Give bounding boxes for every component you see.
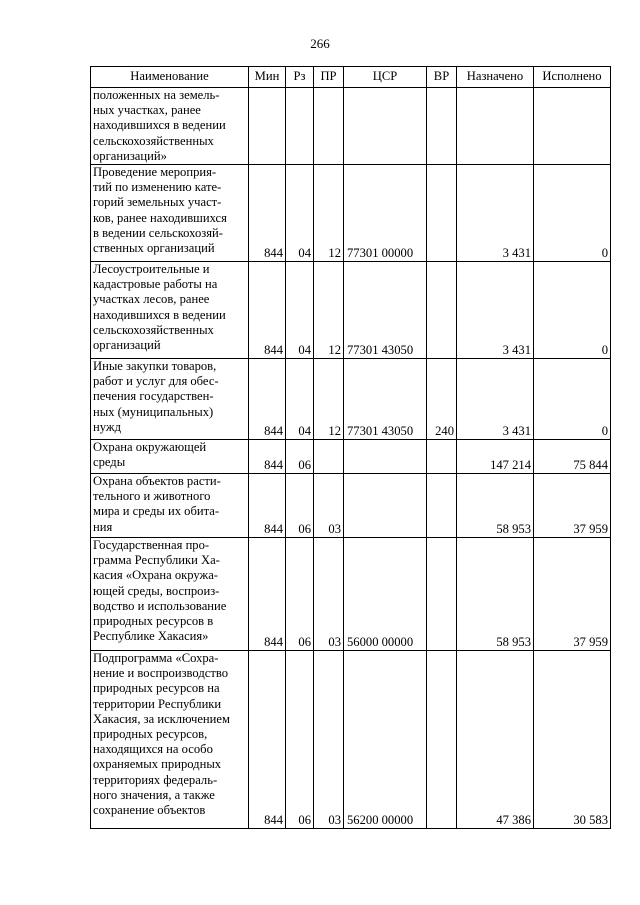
row-csr: 56200 00000: [344, 651, 427, 829]
row-min: 844: [249, 359, 286, 440]
row-csr: [344, 88, 427, 165]
table-row: [91, 359, 611, 440]
row-executed: [534, 88, 611, 165]
row-assigned: 3 431: [457, 262, 534, 359]
row-pr: 12: [314, 165, 344, 262]
row-assigned: 3 431: [457, 165, 534, 262]
row-pr: 12: [314, 359, 344, 440]
row-executed: 37 959: [534, 538, 611, 651]
row-pr: 03: [314, 538, 344, 651]
row-rz: 06: [286, 651, 314, 829]
row-csr: 56000 00000: [344, 538, 427, 651]
row-assigned: 58 953: [457, 474, 534, 538]
row-rz: 04: [286, 359, 314, 440]
header-rz: Рз: [286, 67, 314, 88]
row-rz: 04: [286, 262, 314, 359]
table-row: [91, 651, 611, 829]
row-rz: 06: [286, 474, 314, 538]
row-assigned: 58 953: [457, 538, 534, 651]
row-rz: 06: [286, 538, 314, 651]
budget-table: [90, 66, 611, 829]
row-rz: [286, 88, 314, 165]
row-pr: [314, 88, 344, 165]
row-csr: 77301 43050: [344, 359, 427, 440]
row-vr: [427, 538, 457, 651]
header-executed: Исполнено: [534, 67, 611, 88]
row-vr: [427, 474, 457, 538]
row-assigned: 47 386: [457, 651, 534, 829]
row-rz: 04: [286, 165, 314, 262]
row-executed: 30 583: [534, 651, 611, 829]
row-pr: 12: [314, 262, 344, 359]
row-min: 844: [249, 651, 286, 829]
header-pr: ПР: [314, 67, 344, 88]
row-pr: 03: [314, 474, 344, 538]
row-executed: 0: [534, 262, 611, 359]
row-name: положенных на земель- ных участках, ранее находившихся в ведении сельскохозяйственных организаций»: [91, 88, 249, 165]
row-min: 844: [249, 440, 286, 474]
row-name: Подпрограмма «Сохра- нение и воспроизводство природных ресурсов на территории Республики Хакасия, за исключением природных ресурсов, находящихся на особо охраняемых природных территориях федераль- ного значения, а также сохранение объектов: [91, 651, 249, 829]
row-min: [249, 88, 286, 165]
row-min: 844: [249, 474, 286, 538]
row-name: Охрана объектов расти- тельного и животного мира и среды их обита- ния: [91, 474, 249, 538]
row-executed: 0: [534, 359, 611, 440]
header-assigned: Назначено: [457, 67, 534, 88]
row-pr: [314, 440, 344, 474]
row-vr: [427, 262, 457, 359]
row-assigned: [457, 88, 534, 165]
page-number: 266: [310, 36, 330, 51]
row-vr: [427, 165, 457, 262]
header-min: Мин: [249, 67, 286, 88]
row-name: Иные закупки товаров, работ и услуг для обес- печения государствен- ных (муниципальных) нужд: [91, 359, 249, 440]
row-name: Проведение мероприя- тий по изменению кате- горий земельных участ- ков, ранее находившихся в ведении сельскохозяй- ственных организаций: [91, 165, 249, 262]
header-name: Наименование: [91, 67, 249, 88]
row-pr: 03: [314, 651, 344, 829]
row-executed: 75 844: [534, 440, 611, 474]
header-csr: ЦСР: [344, 67, 427, 88]
row-vr: [427, 88, 457, 165]
row-executed: 37 959: [534, 474, 611, 538]
row-vr: 240: [427, 359, 457, 440]
row-min: 844: [249, 165, 286, 262]
row-csr: 77301 43050: [344, 262, 427, 359]
row-min: 844: [249, 262, 286, 359]
row-assigned: 3 431: [457, 359, 534, 440]
row-rz: 06: [286, 440, 314, 474]
table-row: [91, 88, 611, 165]
row-min: 844: [249, 538, 286, 651]
row-vr: [427, 440, 457, 474]
table-row: [91, 440, 611, 474]
table-row: [91, 474, 611, 538]
table-header-row: [91, 67, 611, 88]
row-name: Охрана окружающей среды: [91, 440, 249, 474]
header-vr: ВР: [427, 67, 457, 88]
row-executed: 0: [534, 165, 611, 262]
table-row: [91, 262, 611, 359]
table-row: [91, 165, 611, 262]
row-name: Государственная про- грамма Республики Ха- касия «Охрана окружа- ющей среды, воспроиз- водство и использование природных ресурсов в Республике Хакасия»: [91, 538, 249, 651]
row-csr: [344, 440, 427, 474]
row-name: Лесоустроительные и кадастровые работы на участках лесов, ранее находившихся в ведении сельскохозяйственных организаций: [91, 262, 249, 359]
row-csr: 77301 00000: [344, 165, 427, 262]
table-row: [91, 538, 611, 651]
row-csr: [344, 474, 427, 538]
row-vr: [427, 651, 457, 829]
row-assigned: 147 214: [457, 440, 534, 474]
